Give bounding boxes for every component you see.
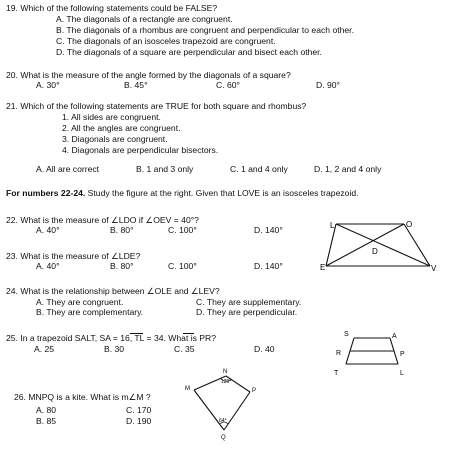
label-d: D bbox=[372, 247, 378, 256]
question-25-option-a: A. 25 bbox=[34, 344, 55, 354]
diagonal-oe bbox=[326, 224, 404, 266]
question-20-option-d: D. 90° bbox=[316, 80, 340, 90]
question-21-item-4: 4. Diagonals are perpendicular bisectors. bbox=[62, 145, 219, 155]
question-23-stem: 23. What is the measure of ∠LDE? bbox=[6, 251, 141, 261]
question-24-stem: 24. What is the relationship between ∠OLE and ∠LEV? bbox=[6, 286, 220, 296]
instructions-text: Study the figure at the right. Given that LOVE is an isosceles trapezoid. bbox=[87, 188, 359, 198]
question-21-option-b: B. 1 and 3 only bbox=[136, 164, 194, 174]
question-21-option-d: D. 1, 2 and 4 only bbox=[314, 164, 382, 174]
label-n: N bbox=[223, 369, 228, 375]
label-l2: L bbox=[400, 370, 404, 377]
question-19-stem: 19. Which of the following statements could be FALSE? bbox=[6, 3, 218, 13]
side-pq bbox=[224, 392, 250, 430]
label-e: E bbox=[320, 263, 326, 272]
question-19-option-b: B. The diagonals of a rhombus are congruent and perpendicular to each other. bbox=[56, 25, 354, 35]
side-el bbox=[326, 224, 336, 266]
label-t: T bbox=[334, 370, 339, 377]
diagonal-lv bbox=[336, 224, 430, 266]
label-v: V bbox=[431, 264, 437, 273]
question-21-item-1: 1. All sides are congruent. bbox=[62, 112, 161, 122]
question-23-option-b: B. 80° bbox=[110, 261, 134, 271]
question-19-option-d: D. The diagonals of a square are perpendicular and bisect each other. bbox=[56, 47, 322, 57]
question-21-option-a: A. All are correct bbox=[36, 164, 100, 174]
question-25-option-b: B. 30 bbox=[104, 344, 125, 354]
side-mq bbox=[194, 390, 224, 430]
question-26-option-c: C. 170 bbox=[126, 405, 152, 415]
question-24-option-b: B. They are complementary. bbox=[36, 307, 144, 317]
question-21-stem: 21. Which of the following statements are TRUE for both square and rhombus? bbox=[6, 101, 307, 111]
label-l: L bbox=[330, 221, 335, 230]
question-25-option-d: D. 40 bbox=[254, 344, 275, 354]
figure-trapezoid-salt bbox=[330, 328, 410, 382]
question-20-stem: 20. What is the measure of the angle formed by the diagonals of a square? bbox=[6, 70, 291, 80]
label-m: M bbox=[185, 386, 190, 392]
question-24-option-d: D. They are perpendicular. bbox=[196, 307, 298, 317]
figure-trapezoid-love bbox=[320, 218, 450, 276]
instructions-lead: For numbers 22-24. bbox=[6, 188, 86, 198]
question-22-stem: 22. What is the measure of ∠LDO if ∠OEV = 40°? bbox=[6, 215, 199, 225]
question-24-option-c: C. They are supplementary. bbox=[196, 297, 302, 307]
question-23-option-c: C. 100° bbox=[168, 261, 197, 271]
label-o: O bbox=[406, 220, 413, 229]
question-20-option-b: B. 45° bbox=[124, 80, 148, 90]
label-r: R bbox=[336, 350, 342, 357]
question-22-option-a: A. 40° bbox=[36, 225, 60, 235]
question-22-option-c: C. 100° bbox=[168, 225, 197, 235]
angle-label-n: 120° bbox=[221, 379, 232, 385]
question-26-option-b: B. 85 bbox=[36, 416, 57, 426]
question-19-option-c: C. The diagonals of an isosceles trapezoid are congruent. bbox=[56, 36, 276, 46]
label-q: Q bbox=[221, 435, 226, 441]
figure-kite-mnpq bbox=[180, 364, 260, 444]
instructions-22-24 bbox=[6, 188, 359, 198]
question-25-stem: 25. In a trapezoid SALT, SA = 16, TL = 34. What is PR? bbox=[6, 333, 217, 343]
question-20-option-a: A. 30° bbox=[36, 80, 60, 90]
question-26-option-d: D. 190 bbox=[126, 416, 152, 426]
question-22-option-d: D. 140° bbox=[254, 225, 283, 235]
overline-sa bbox=[130, 333, 143, 334]
overline-tl bbox=[183, 333, 194, 334]
question-22-option-b: B. 80° bbox=[110, 225, 134, 235]
question-21-item-2: 2. All the angles are congruent. bbox=[62, 123, 181, 133]
question-26-option-a: A. 80 bbox=[36, 405, 57, 415]
question-25-option-c: C. 35 bbox=[174, 344, 195, 354]
question-23-option-a: A. 40° bbox=[36, 261, 60, 271]
question-26-stem: 26. MNPQ is a kite. What is m∠M ? bbox=[14, 392, 151, 402]
question-23-option-d: D. 140° bbox=[254, 261, 283, 271]
label-s: S bbox=[344, 331, 349, 338]
label-a: A bbox=[392, 333, 397, 340]
angle-label-q: 64° bbox=[219, 418, 227, 424]
question-21-option-c: C. 1 and 4 only bbox=[230, 164, 288, 174]
question-24-option-a: A. They are congruent. bbox=[36, 297, 124, 307]
question-21-item-3: 3. Diagonals are congruent. bbox=[62, 134, 168, 144]
question-19-option-a: A. The diagonals of a rectangle are congruent. bbox=[56, 14, 233, 24]
label-p3: P bbox=[252, 388, 257, 394]
label-p: P bbox=[400, 351, 405, 358]
question-20-option-c: C. 60° bbox=[216, 80, 240, 90]
